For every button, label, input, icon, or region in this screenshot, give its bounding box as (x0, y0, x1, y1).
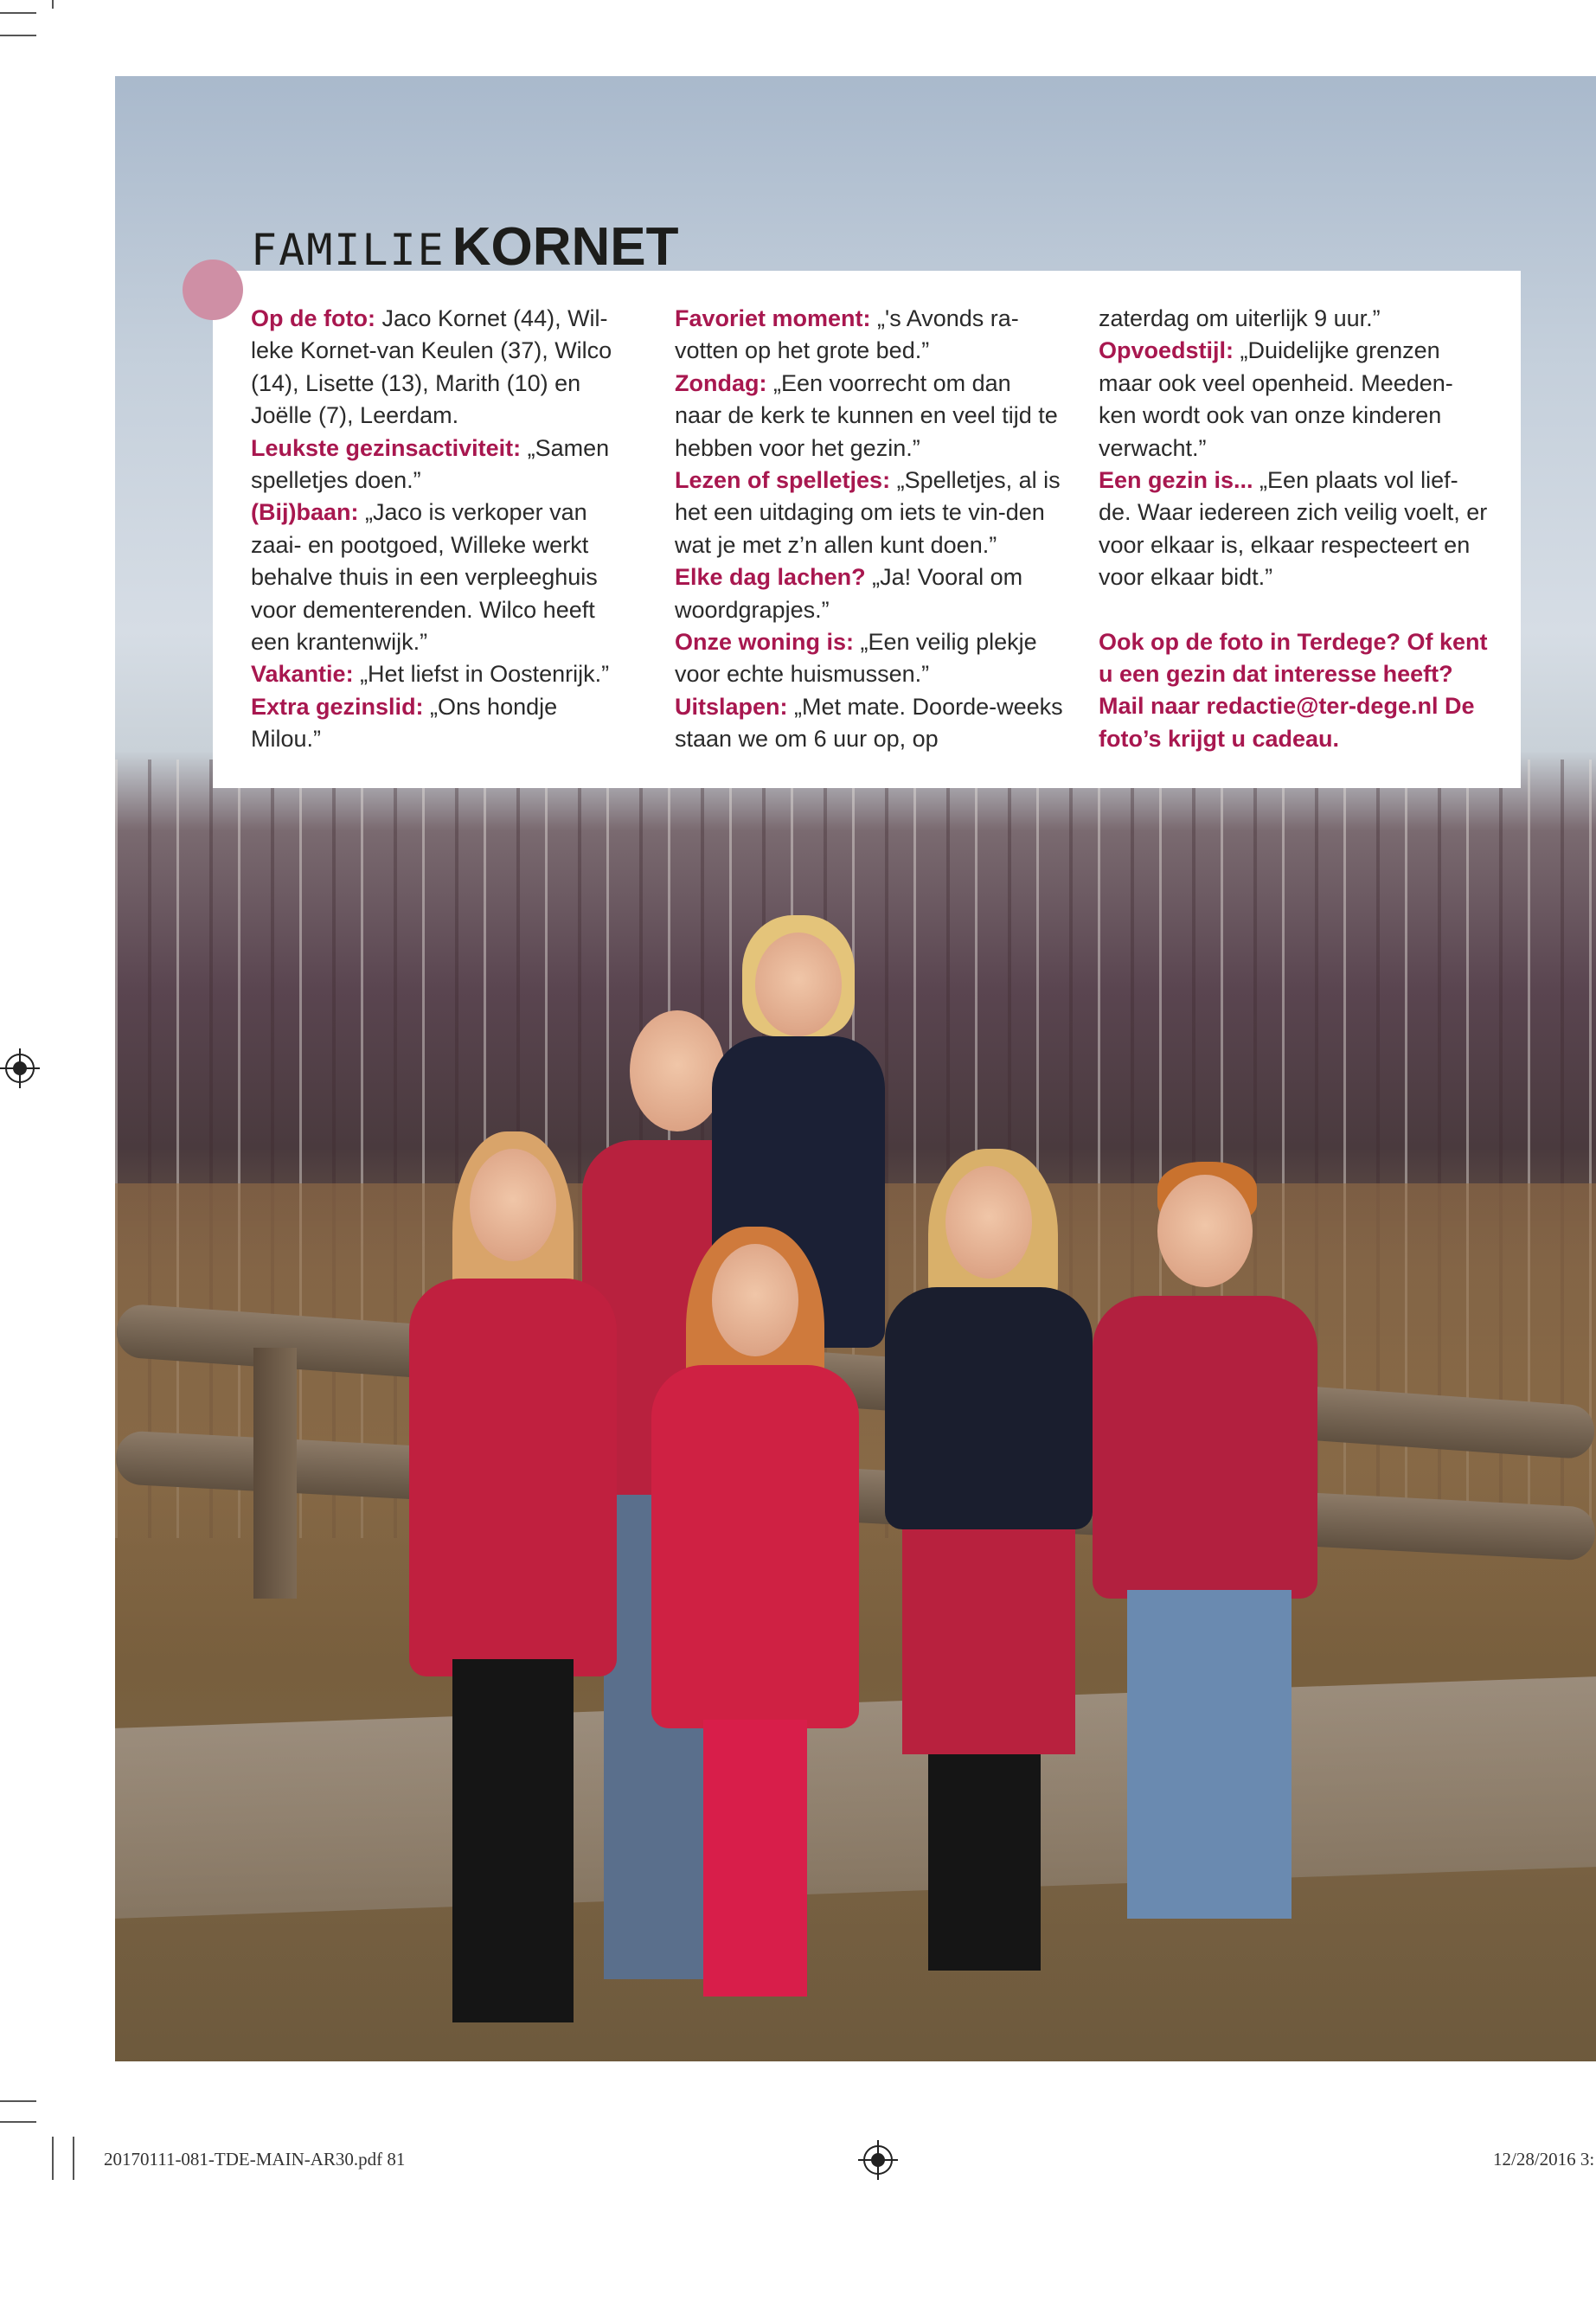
article-title (251, 216, 679, 285)
fence-post (253, 1348, 297, 1599)
registration-mark-icon (863, 2145, 893, 2175)
title-prefix: FAMILIE (251, 225, 445, 275)
entry: Zondag: „Een voorrecht om dan naar de kerk te kunnen en veel tijd te hebben voor het gezin.” (675, 369, 1058, 461)
footer-date: 12/28/2016 3: (1493, 2149, 1595, 2170)
entry: Onze woning is: „Een veilig plekje voor echte huismussen.” (675, 629, 1037, 688)
text-column-1 (251, 303, 631, 756)
entry: Uitslapen: „Met mate. Doorde-weeks staan we om 6 uur op, op (675, 693, 1063, 753)
title-name: KORNET (452, 217, 679, 277)
promo-text: Ook op de foto in Terdege? Of kent u een gezin dat interesse heeft? Mail naar redactie@ter-dege.nl De foto’s krijgt u cadeau. (1099, 628, 1488, 752)
entry: Lezen of spelletjes: „Spelletjes, al is het een uitdaging om iets te vin-den wat je met z’n allen kunt doen.” (675, 467, 1061, 558)
crop-mark-icon (0, 2100, 36, 2102)
crop-mark-icon (52, 0, 54, 9)
person-girl-middle (651, 1235, 859, 2014)
entry: zaterdag om uiterlijk 9 uur.” (1099, 305, 1381, 331)
entry: Een gezin is... „Een plaats vol lief-de. Waar iedereen zich veilig voelt, er voor elkaar is, elkaar respecteert en voor elkaar bidt.” (1099, 467, 1488, 591)
text-column-2 (675, 303, 1064, 756)
crop-mark-icon (52, 2137, 54, 2180)
entry: Favoriet moment: „'s Avonds ra-votten op het grote bed.” (675, 305, 1019, 364)
crop-mark-icon (0, 35, 36, 36)
person-boy (1093, 1166, 1317, 1945)
crop-mark-icon (0, 2121, 36, 2123)
registration-mark-icon (5, 1054, 35, 1083)
crop-mark-icon (0, 12, 36, 14)
entry: Elke dag lachen? „Ja! Vooral om woordgrapjes.” (675, 564, 1023, 623)
footer-filename: 20170111-081-TDE-MAIN-AR30.pdf 81 (104, 2149, 406, 2170)
entry: Opvoedstijl: „Duidelijke grenzen maar ook veel openheid. Meeden-ken wordt ook van onze kinderen verwacht.” (1099, 337, 1453, 461)
entry: Vakantie: „Het liefst in Oostenrijk.” (251, 661, 610, 688)
entry: Op de foto: Jaco Kornet (44), Wil-leke Kornet-van Keulen (37), Wilco (14), Lisette (13), Marith (10) en Joëlle (7), Leerdam. (251, 305, 612, 429)
entry: Leukste gezinsactiviteit: „Samen spelletjes doen.” (251, 434, 610, 494)
pink-dot-icon (183, 260, 243, 320)
entry: (Bij)baan: „Jaco is verkoper van zaai- en pootgoed, Willeke werkt behalve thuis in een verpleeghuis voor dementerenden. Wilco heeft een krantenwijk.” (251, 499, 598, 656)
text-column-3 (1099, 303, 1488, 755)
person-girl-left (409, 1140, 617, 2040)
entry: Extra gezinslid: „Ons hondje Milou.” (251, 693, 558, 753)
crop-mark-icon (73, 2137, 74, 2180)
person-mother (876, 1157, 1101, 1988)
